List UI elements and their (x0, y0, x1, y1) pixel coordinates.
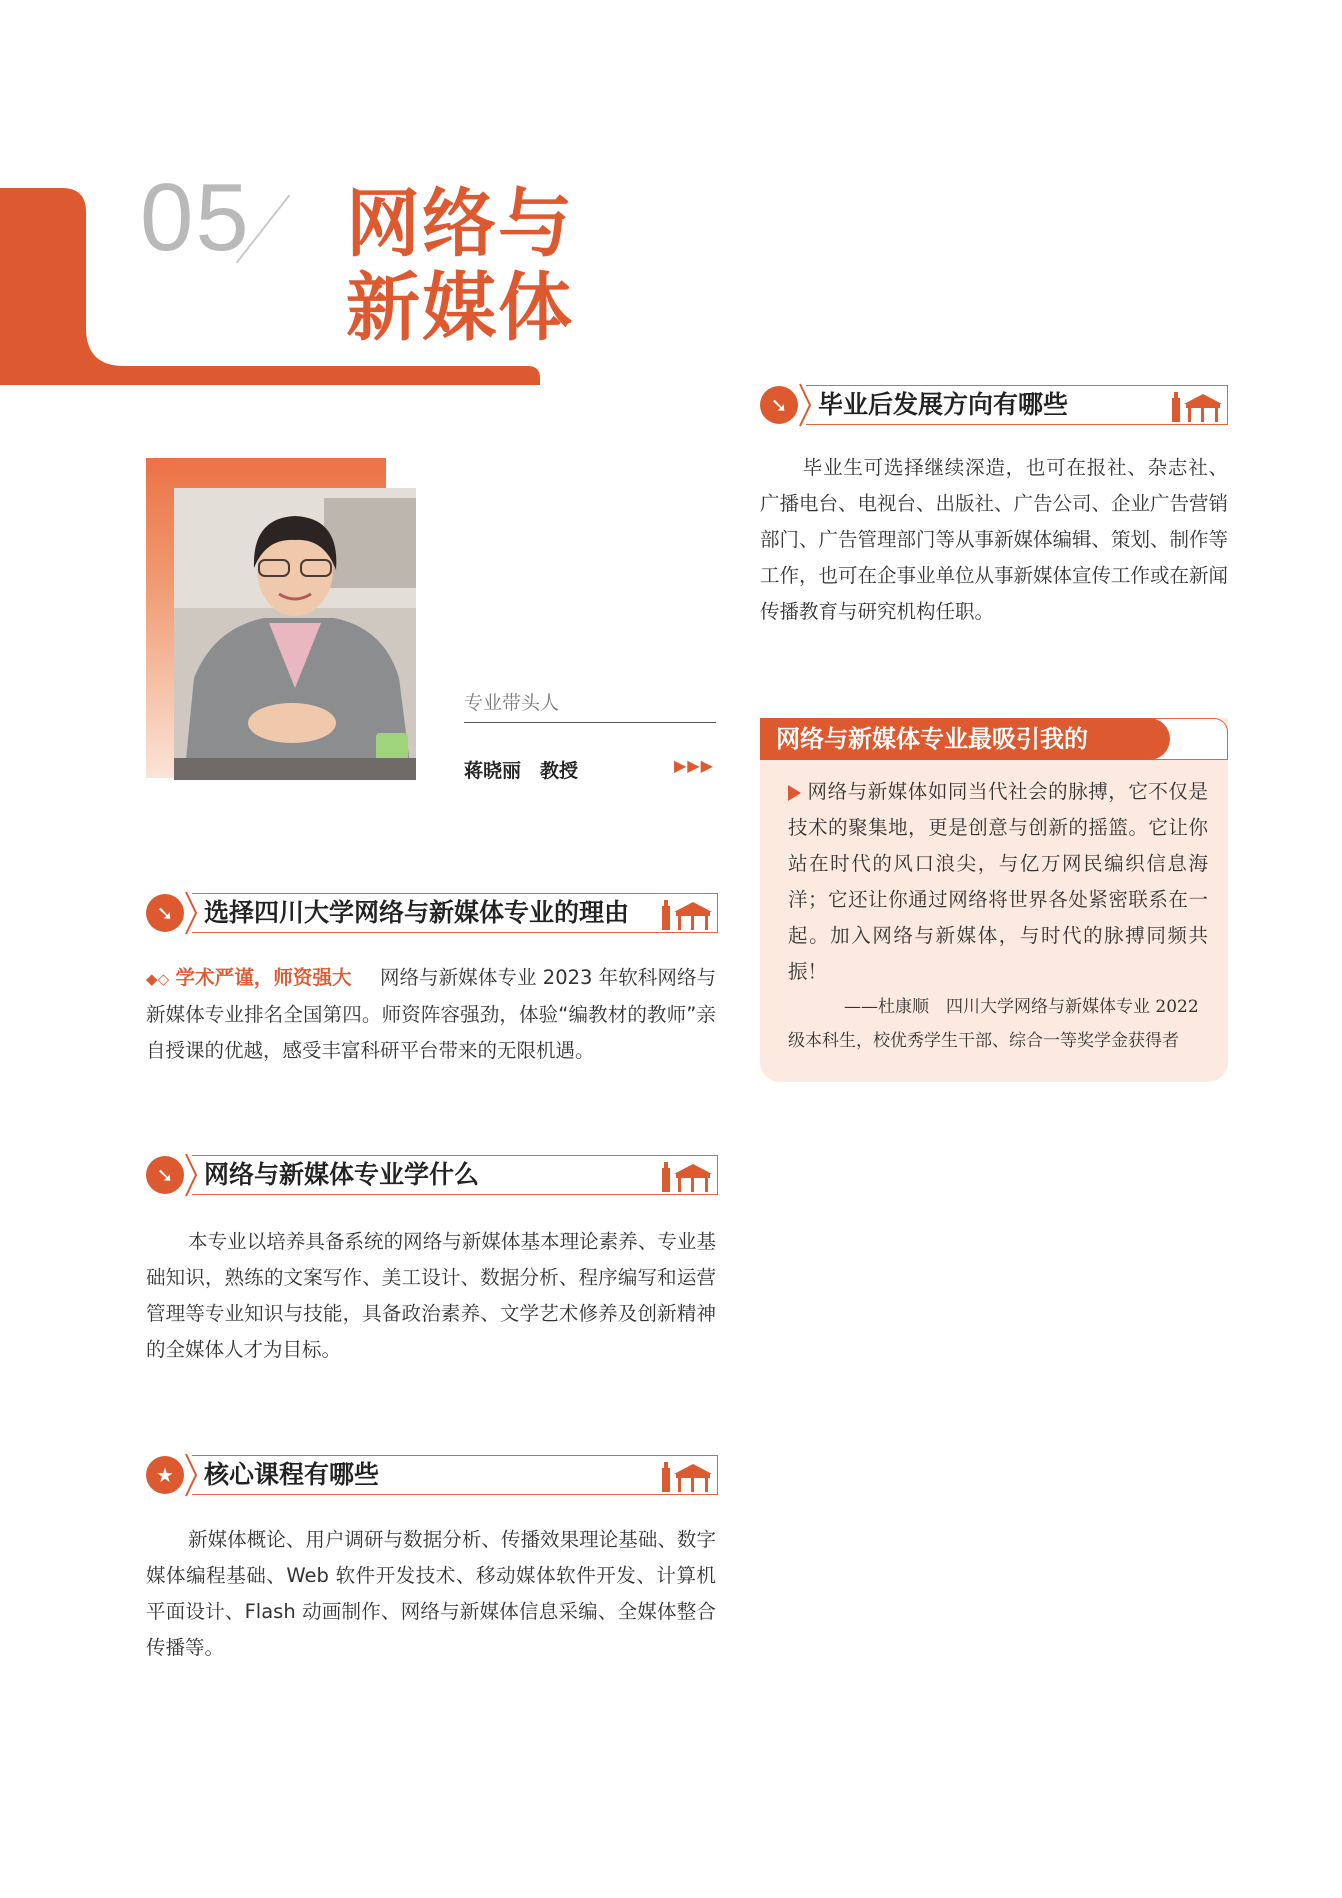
section-title: 选择四川大学网络与新媒体专业的理由 (204, 898, 630, 927)
reason-paragraph (146, 960, 716, 1069)
triangle-icon (788, 785, 801, 801)
section-title: 核心课程有哪些 (204, 1460, 380, 1489)
leader-name: 蒋晓丽 教授 (464, 760, 579, 782)
reason-highlight: 学术严谨，师资强大 (175, 966, 352, 989)
building-icon (1170, 388, 1222, 422)
quote-paragraph (788, 774, 1208, 990)
section-header-career (760, 382, 1228, 428)
reason-text: 网络与新媒体专业 2023 年软科网络与新媒体专业排名全国第四。师资阵容强劲，体验“编教材的教师”亲自授课的优越，感受丰富科研平台带来的无限机遇。 (146, 966, 717, 1062)
arrow-icon: ➘ (146, 1156, 184, 1194)
quote-title: 网络与新媒体专业最吸引我的 (776, 724, 1088, 753)
page-title (346, 182, 574, 350)
career-text: 毕业生可选择继续深造，也可在报社、杂志社、广播电台、电视台、出版社、广告公司、企业广告营销部门、广告管理部门等从事新媒体编辑、策划、制作等工作，也可在企事业单位从事新媒体宣传工作或在新闻传播教育与研究机构任职。 (760, 456, 1229, 623)
arrows-icon: ▶▶▶ (674, 756, 714, 775)
star-icon: ★ (146, 1456, 184, 1494)
chapter-number: 05 (140, 164, 251, 271)
leader-label: 专业带头人 (464, 692, 560, 714)
section-title: 毕业后发展方向有哪些 (818, 390, 1069, 419)
section-header-courses (146, 1452, 718, 1498)
learn-paragraph (146, 1224, 716, 1368)
building-icon (660, 896, 712, 930)
page-title-line2: 新媒体 (346, 265, 574, 351)
section-title: 网络与新媒体专业学什么 (204, 1160, 480, 1189)
leader-photo (174, 488, 416, 780)
quote-signature (788, 990, 1208, 1058)
section-header-reason (146, 890, 718, 936)
arrow-icon: ➘ (760, 386, 798, 424)
building-icon (660, 1158, 712, 1192)
quote-signature-text: ——杜康顺 四川大学网络与新媒体专业 2022 级本科生，校优秀学生干部、综合一等奖学金获得者 (788, 997, 1199, 1051)
diamond-icon: ◆◇ (146, 970, 170, 988)
page-title-line1: 网络与 (346, 181, 574, 267)
section-header-learn (146, 1152, 718, 1198)
leader-divider (464, 722, 716, 723)
quote-text: 网络与新媒体如同当代社会的脉搏，它不仅是技术的聚集地，更是创意与创新的摇篮。它让你站在时代的风口浪尖，与亿万网民编织信息海洋；它还让你通过网络将世界各处紧密联系在一起。加入网络与新媒体，与时代的脉搏同频共振！ (788, 780, 1208, 983)
courses-paragraph (146, 1522, 716, 1666)
building-icon (660, 1458, 712, 1492)
career-paragraph (760, 450, 1228, 630)
courses-text: 新媒体概论、用户调研与数据分析、传播效果理论基础、数字媒体编程基础、Web 软件开发技术、移动媒体软件开发、计算机平面设计、Flash 动画制作、网络与新媒体信息采编、全媒体整合传播等。 (146, 1528, 716, 1659)
learn-text: 本专业以培养具备系统的网络与新媒体基本理论素养、专业基础知识，熟练的文案写作、美工设计、数据分析、程序编写和运营管理等专业知识与技能，具备政治素养、文学艺术修养及创新精神的全媒体人才为目标。 (146, 1230, 716, 1361)
arrow-icon: ➘ (146, 894, 184, 932)
